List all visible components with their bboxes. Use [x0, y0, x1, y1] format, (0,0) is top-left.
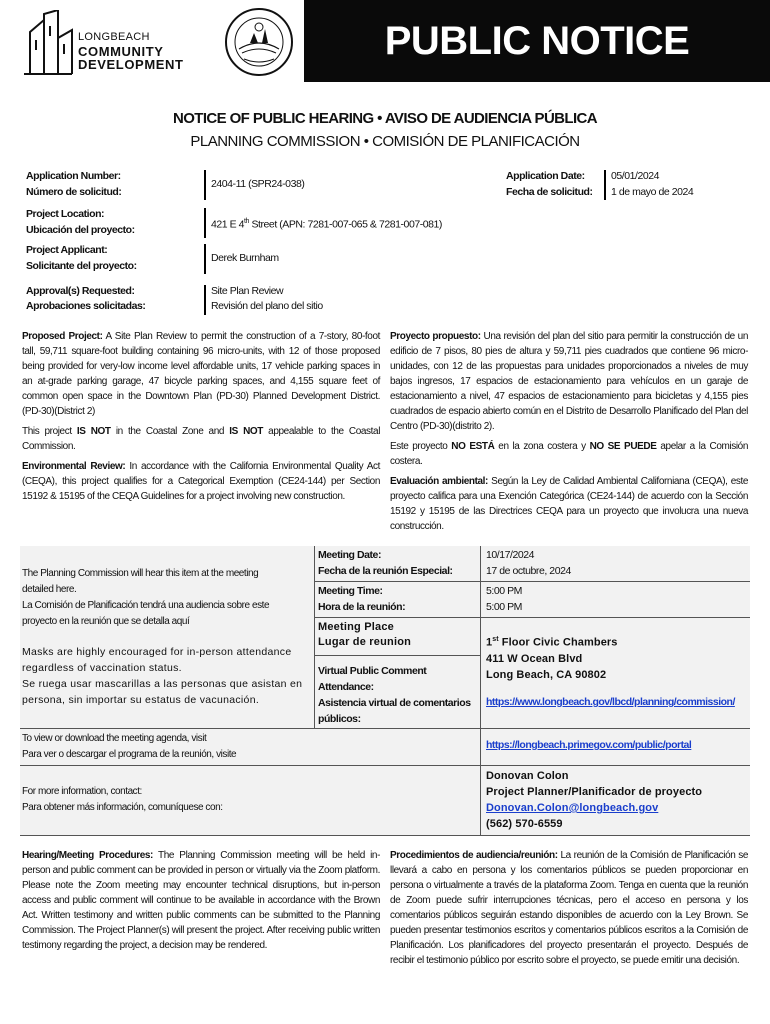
- coastal-zone-es: Este proyecto NO ESTÁ en la zona costera y NO SE PUEDE apelar a la Comisión costera.: [390, 441, 748, 467]
- location-label-es: Ubicación del proyecto:: [26, 224, 135, 236]
- agenda-portal-link[interactable]: https://longbeach.primegov.com/public/portal: [486, 739, 692, 751]
- coastal-zone-en: This project IS NOT in the Coastal Zone and IS NOT appealable to the Coastal Commission.: [22, 426, 381, 452]
- contact-text: For more information, contact: Para obtener más información, comuníquese con:: [22, 786, 223, 813]
- virtual-comment-label: Virtual Public Comment Attendance: Asistencia virtual de comentarios públicos:: [318, 665, 471, 725]
- lbcd-logo: [22, 10, 197, 78]
- notice-title: NOTICE OF PUBLIC HEARING • AVISO DE AUDIENCIA PÚBLICA: [172, 110, 598, 127]
- contact-email-link[interactable]: Donovan.Colon@longbeach.gov: [486, 802, 659, 814]
- meeting-time-value: 5:00 PM 5:00 PM: [486, 585, 522, 613]
- contact-phone: (562) 570-6559: [486, 818, 563, 830]
- proposed-project-es: Proyecto propuesto: Una revisión del plan del sitio para permitir la construcción de un edificio de 7 pisos, 80 pies de altura y 59,711 pies cuadrados que contiene 96 micro-unidades, con 12 de las propuestas para unidades proporcionados a niveles de muy bajos ingresos, 17 espacios de estacionamiento para vehículos en un garaje de estacionamiento a nivel, 47 espacios de estacionamiento para bicicletas y 4,155 pies cuadrados de espacio abierto común en el Distrito de Desarrollo Planificado del Plan del Centro (PD-30)(distrito 2).: [390, 331, 748, 432]
- project-location-row: [26, 206, 506, 240]
- logo-line-development: DEVELOPMENT: [78, 57, 184, 72]
- notice-subtitle: PLANNING COMMISSION • COMISIÓN DE PLANIFICACIÓN: [190, 133, 580, 150]
- meeting-place-value: 1st Floor Civic Chambers 411 W Ocean Blvd Long Beach, CA 90802: [486, 636, 618, 681]
- app-number-label-en: Application Number:: [26, 170, 121, 182]
- application-date-row: [506, 168, 756, 202]
- contact-title: Project Planner/Planificador de proyecto: [486, 786, 703, 798]
- app-number-label-es: Número de solicitud:: [26, 186, 122, 198]
- description-english: [22, 329, 380, 504]
- meeting-time-label: Meeting Time: Hora de la reunión:: [318, 585, 406, 613]
- project-applicant-row: [26, 242, 506, 276]
- app-date-label-en: Application Date:: [506, 170, 585, 182]
- contact-name: Donovan Colon: [486, 770, 569, 782]
- public-notice-banner: PUBLIC NOTICE: [304, 0, 770, 82]
- app-date-value-es: 1 de mayo de 2024: [611, 186, 694, 198]
- application-number-row: [26, 168, 506, 202]
- applicant-label-en: Project Applicant:: [26, 244, 108, 256]
- procedures-spanish: Procedimientos de audiencia/reunión: La reunión de la Comisión de Planificación se llevará a cabo en persona y los comentarios públicos se pueden proporcionar en persona o virtualmente a través de la plataforma Zoom. Tenga en cuenta que la reunión de Zoom puede sufrir interrupciones técnicas, pero el acceso en persona y los comentarios públicos seguirán estando disponibles de acuerdo con la Ley Brown. Se pueden presentar testimonios escritos y comentarios públicos escritos a la Comisión de Planificación. Los planificadores del proyecto presentarán el proyecto. Después de recibir el testimonio público por escrito sobre el proyecto, se puede emitir una decisión.: [390, 850, 748, 966]
- app-number-value: 2404-11 (SPR24-038): [211, 178, 305, 190]
- procedures-english: Hearing/Meeting Procedures: The Planning Commission meeting will be held in-person and public comment can be provided in person or virtually via the Zoom platform. Please note the Zoom meeting may encounter technical disruptions, but in-person access and public comment will continue to be available in accordance with the Brown Act. Written testimony and written public comments can be submitted to the Planning Commission. The Project Planner(s) will present the project. After receiving public written testimony regarding the project, a decision may be rendered.: [22, 850, 381, 951]
- approvals-row: [26, 283, 506, 317]
- skyline-logo-icon: [22, 10, 74, 76]
- logo-line-longbeach: LONGBEACH: [78, 31, 150, 43]
- meeting-intro: The Planning Commission will hear this item at the meeting detailed here. La Comisión de Planificación tendrá una audiencia sobre este proyecto en la reunión que se detalla aquí: [22, 568, 270, 627]
- environmental-review-es: Evaluación ambiental: Según la Ley de Calidad Ambiental Californiana (CEQA), este proyecto califica para una Exención Categórica (CE24-144) de acuerdo con la Sección 15192 y 15195 de las Directrices CEQA para un proyecto que involucra una nueva construcción.: [390, 476, 749, 532]
- approvals-label-en: Approval(s) Requested:: [26, 285, 135, 297]
- logo-line-community: COMMUNITY: [78, 44, 164, 59]
- app-date-label-es: Fecha de solicitud:: [506, 186, 593, 198]
- meeting-place-label: Meeting Place Lugar de reunion: [318, 621, 412, 648]
- app-date-value-en: 05/01/2024: [611, 170, 660, 182]
- meeting-date-label: Meeting Date: Fecha de la reunión Especial:: [318, 549, 453, 577]
- location-label-en: Project Location:: [26, 208, 105, 220]
- planner-contact: [486, 768, 702, 832]
- city-seal: [224, 7, 294, 77]
- location-value: 421 E 4th Street (APN: 7281-007-065 & 7281-007-081): [211, 218, 442, 231]
- masks-notice: Masks are highly encouraged for in-person attendance regardless of vaccination status. Se ruega usar mascarillas a las personas que asistan en persona, sin importar su estatus de vacunación.: [22, 646, 303, 706]
- applicant-value: Derek Burnham: [211, 252, 279, 264]
- approvals-label-es: Aprobaciones solicitadas:: [26, 300, 146, 312]
- agenda-text: To view or download the meeting agenda, visit Para ver o descargar el programa de la reunión, visite: [22, 733, 237, 760]
- commission-website-link[interactable]: https://www.longbeach.gov/lbcd/planning/commission/: [486, 696, 735, 708]
- meeting-date-value: 10/17/2024 17 de octubre, 2024: [486, 549, 571, 577]
- description-spanish: [390, 329, 748, 534]
- environmental-review-en: Environmental Review: In accordance with the California Environmental Quality Act (CEQA), this project qualifies for a Categorical Exemption (CE24-144) per Section 15192 & 15195 of the CEQA Guidelines for a project involving new construction.: [22, 461, 380, 502]
- approvals-value-es: Revisión del plano del sitio: [211, 300, 323, 312]
- applicant-label-es: Solicitante del proyecto:: [26, 260, 137, 272]
- approvals-value-en: Site Plan Review: [211, 285, 284, 297]
- city-seal-icon: [224, 7, 294, 77]
- proposed-project-en: Proposed Project: A Site Plan Review to permit the construction of a 7-story, 80-foot tall, 59,711 square-foot building containing 96 micro-units, with 12 of those proposed being provided for very-low income level affordable units, 17 vehicle parking spaces in an at-grade parking garage, 47 bicycle parking spaces, and 4,155 square feet of common open space in the Downtown Plan (PD-30) Planned Development District. (PD-30)(District 2): [22, 331, 380, 417]
